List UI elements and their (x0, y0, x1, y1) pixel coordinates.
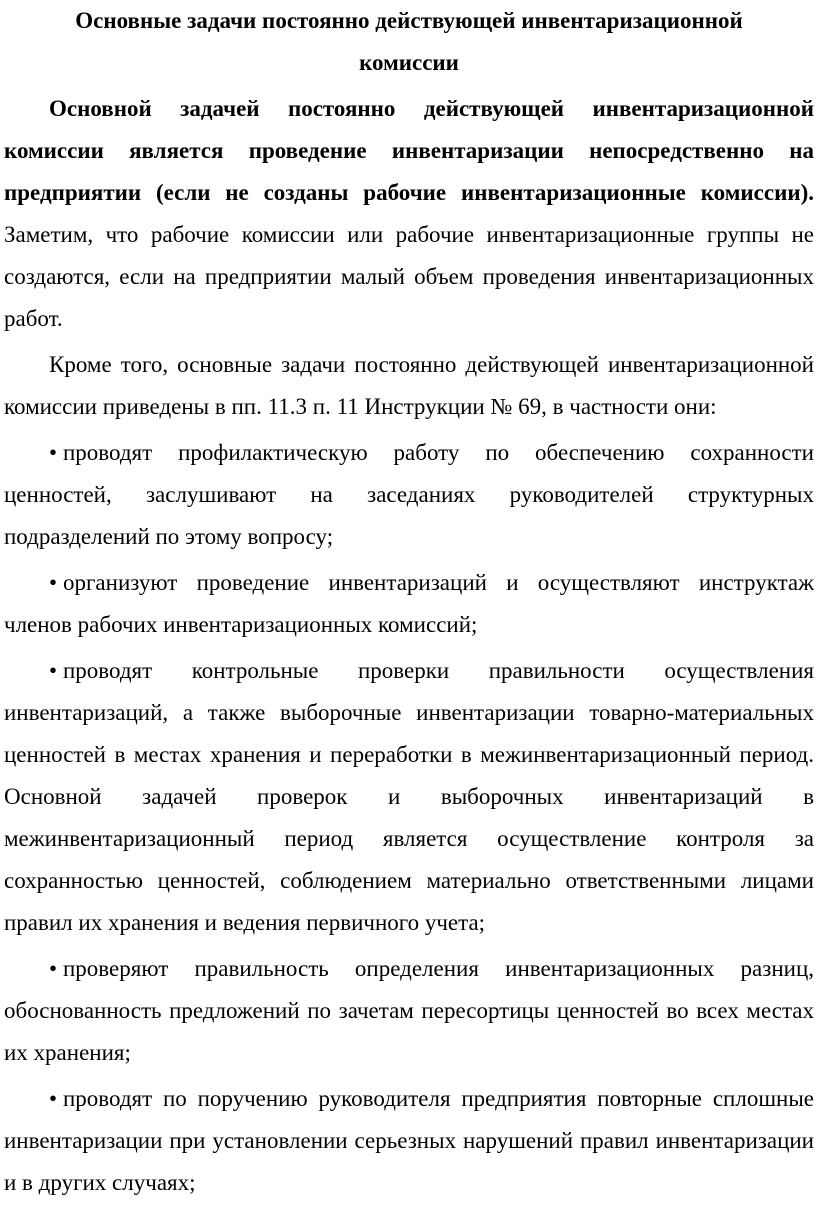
bullet-icon: • (49, 570, 58, 595)
bullet-icon: • (49, 1086, 58, 1111)
list-item-text: проверяют правильность определения инвентаризационных разниц, обоснованность предложений по зачетам пересортицы ценностей во всех местах их хранения; (4, 956, 814, 1065)
document-page (4, 0, 814, 1204)
list-item (4, 948, 814, 1074)
list-item-text: проводят профилактическую работу по обеспечению сохранности ценностей, заслушивают на заседаниях руководителей структурных подразделений по этому вопросу; (4, 440, 814, 549)
bullet-icon: • (49, 658, 58, 683)
paragraph-tasks-reference: Кроме того, основные задачи постоянно действующей инвентаризационной комиссии приведены в пп. 11.3 п. 11 Инструкции № 69, в частности они: (4, 352, 814, 419)
list-item (4, 432, 814, 558)
bullet-icon: • (49, 956, 58, 981)
document-title: Основные задачи постоянно действующей инвентаризационной комиссии (75, 8, 743, 75)
intro-bold-text: Основной задачей постоянно действующей инвентаризационной комиссии является проведение инвентаризации непосредственно на предприятии (если не созданы рабочие инвентаризационные комиссии). (4, 96, 814, 205)
list-item-text: проводят по поручению руководителя предприятия повторные сплошные инвентаризации при установлении серьезных нарушений правил инвентаризации и в других случаях; (4, 1086, 814, 1195)
list-item (4, 562, 814, 646)
intro-paragraph (4, 88, 814, 340)
intro-rest-text: Заметим, что рабочие комиссии или рабочие инвентаризационные группы не создаются, если на предприятии малый объем проведения инвентаризационных работ. (4, 222, 814, 331)
list-item-text: организуют проведение инвентаризаций и осуществляют инструктаж членов рабочих инвентаризационных комиссий; (4, 570, 814, 637)
bullet-icon: • (49, 440, 58, 465)
list-item (4, 1078, 814, 1204)
list-item (4, 650, 814, 944)
list-item-text: проводят контрольные проверки правильности осуществления инвентаризаций, а также выборочные инвентаризации товарно-материальных ценностей в местах хранения и переработки в межинвентаризационный период. Основной задачей проверок и выборочных инвентаризаций в межинвентаризационный период является осуществление контроля за сохранностью ценностей, соблюдением материально ответственными лицами правил их хранения и ведения первичного учета; (4, 658, 814, 935)
